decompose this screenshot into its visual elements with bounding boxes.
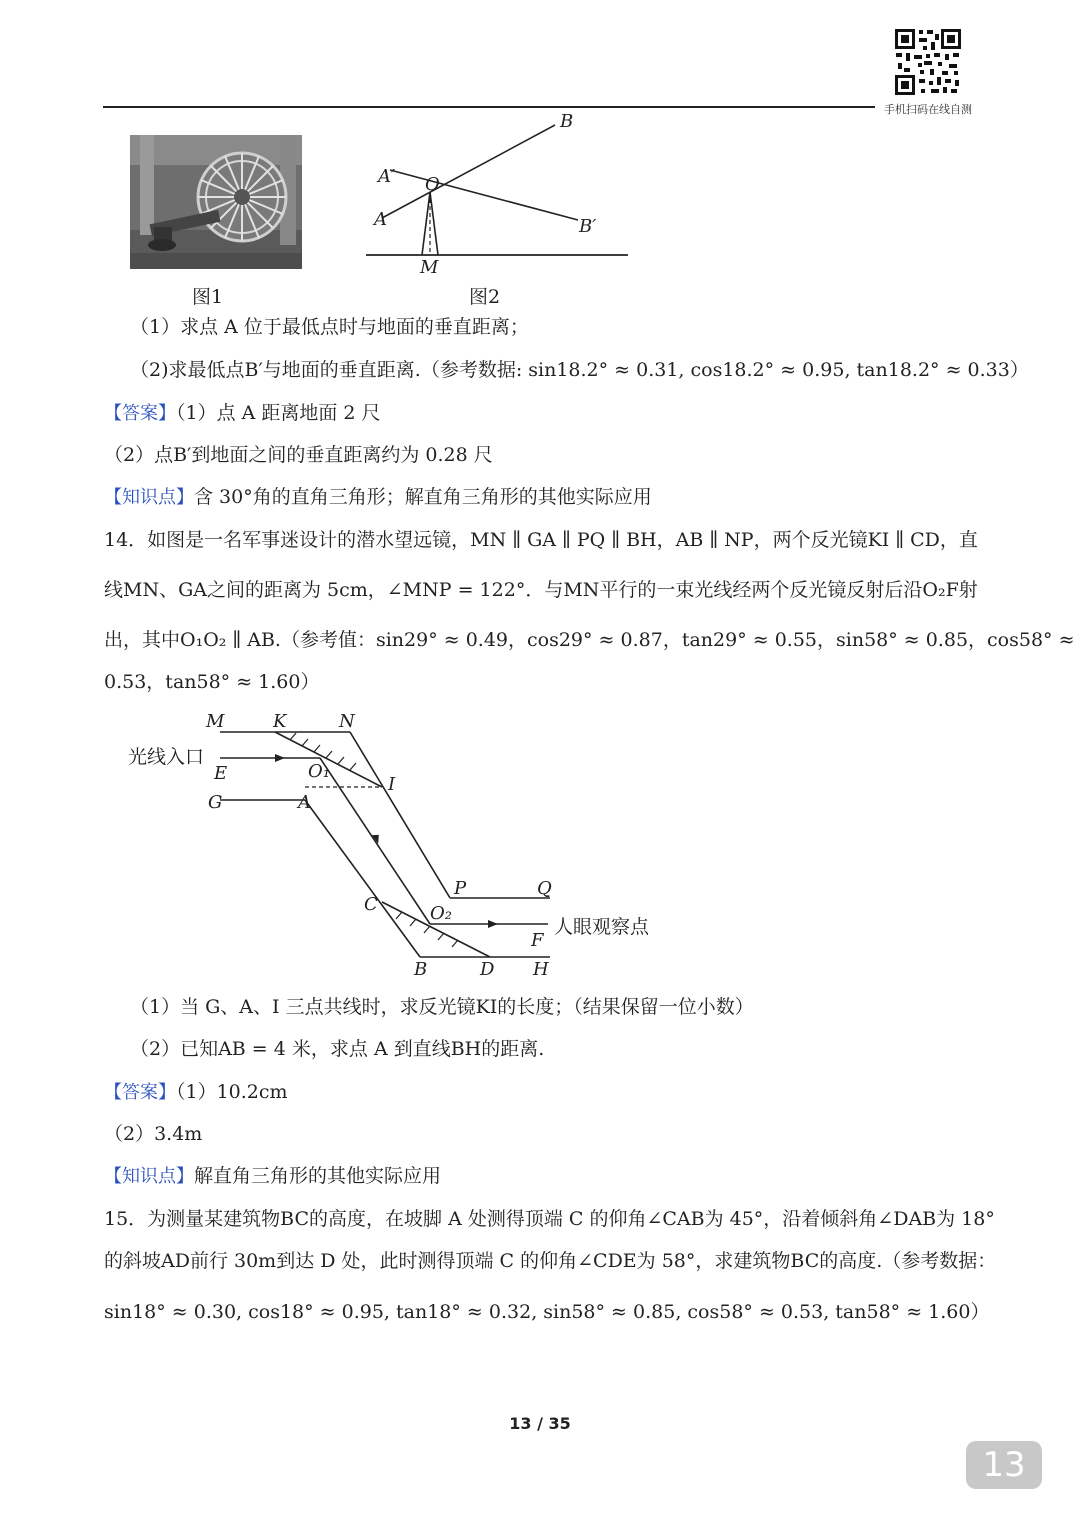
label-E: E: [214, 763, 228, 784]
label-A-prime: A′: [378, 166, 396, 187]
q14-line2: 线MN、GA之间的距离为 5cm，∠MNP = 122°．与MN平行的一束光线经两个反光镜反射后沿O₂F射: [104, 579, 978, 601]
q13-part2: （2)求最低点B′与地面的垂直距离.（参考数据: sin18.2° ≈ 0.31, cos18.2° ≈ 0.95, tan18.2° ≈ 0.33）: [130, 359, 1029, 381]
figure-2-caption: 图2: [469, 286, 501, 308]
periscope-diagram: [120, 705, 680, 985]
q13-part1: （1）求点 A 位于最低点时与地面的垂直距离；: [130, 316, 529, 338]
figure-1-caption: 图1: [192, 286, 224, 308]
q14-line1: 14．如图是一名军事迷设计的潜水望远镜，MN ∥ GA ∥ PQ ∥ BH，AB ∥ NP，两个反光镜KI ∥ CD，直: [104, 529, 978, 551]
q13-answer2: （2）点B′到地面之间的垂直距离约为 0.28 尺: [104, 444, 493, 466]
answer-tag: 【答案】: [104, 1082, 176, 1103]
label-A: A: [298, 792, 311, 813]
q14-answer1: （1）10.2cm: [176, 1081, 288, 1103]
label-A: A: [374, 209, 387, 230]
q15-line2: 的斜坡AD前行 30m到达 D 处，此时测得顶端 C 的仰角∠CDE为 58°，求建筑物BC的高度.（参考数据：: [104, 1250, 997, 1272]
figure-2-diagram: [360, 110, 640, 280]
label-G: G: [208, 792, 223, 813]
label-D: D: [480, 959, 495, 980]
label-Q: Q: [537, 878, 552, 899]
label-K: K: [273, 711, 287, 732]
page-badge[interactable]: 13: [966, 1441, 1042, 1489]
label-B: B: [560, 111, 574, 132]
label-M: M: [420, 257, 439, 278]
q14-part2: （2）已知AB = 4 米，求点 A 到直线BH的距离.: [130, 1038, 545, 1060]
support-right: [430, 192, 438, 255]
q14-part1: （1）当 G、A、I 三点共线时，求反光镜KI的长度；（结果保留一位小数）: [130, 996, 754, 1018]
q13-knowledge: 含 30°角的直角三角形；解直角三角形的其他实际应用: [194, 486, 652, 508]
line-A'B': [390, 170, 578, 220]
q14-knowledge-row: [104, 1167, 441, 1186]
q13-knowledge-row: [104, 488, 652, 507]
label-light-entry: 光线入口: [128, 746, 205, 768]
label-F: F: [531, 930, 544, 951]
knowledge-tag: 【知识点】: [104, 487, 194, 508]
label-M: M: [206, 711, 225, 732]
q14-answer-row: [104, 1083, 288, 1102]
qr-label: 手机扫码在线自测: [884, 103, 972, 116]
label-O1: O₁: [308, 761, 330, 782]
q15-line1: 15．为测量某建筑物BC的高度，在坡脚 A 处测得顶端 C 的仰角∠CAB为 45°，沿着倾斜角∠DAB为 18°: [104, 1208, 995, 1230]
label-B-prime: B′: [579, 216, 597, 237]
q13-answer-row: [104, 404, 381, 423]
label-B: B: [414, 959, 428, 980]
header-divider: [103, 106, 875, 108]
q14-knowledge: 解直角三角形的其他实际应用: [194, 1165, 442, 1187]
label-C: C: [364, 894, 378, 915]
label-N: N: [339, 711, 355, 732]
q14-line4: 0.53，tan58° ≈ 1.60）: [104, 671, 320, 693]
knowledge-tag: 【知识点】: [104, 1166, 194, 1187]
page-indicator: 13 / 35: [509, 1414, 571, 1433]
line-AB: [382, 125, 555, 218]
label-O: O: [425, 174, 440, 195]
q15-line3: sin18° ≈ 0.30, cos18° ≈ 0.95, tan18° ≈ 0.32, sin58° ≈ 0.85, cos58° ≈ 0.53, tan58° ≈ 1.60）: [104, 1301, 990, 1323]
answer-tag: 【答案】: [104, 403, 176, 424]
q14-answer2: （2）3.4m: [104, 1123, 203, 1145]
water-wheel-photo: [130, 135, 302, 269]
label-O2: O₂: [430, 903, 452, 924]
label-eye-point: 人眼观察点: [554, 916, 650, 938]
label-P: P: [454, 878, 467, 899]
support-left: [422, 192, 430, 255]
q14-line3: 出，其中O₁O₂ ∥ AB.（参考值：sin29° ≈ 0.49，cos29° ≈ 0.87，tan29° ≈ 0.55，sin58° ≈ 0.85，cos58° ≈: [104, 629, 1075, 651]
qr-code-icon[interactable]: [893, 27, 963, 97]
label-H: H: [533, 959, 549, 980]
q13-answer1: （1）点 A 距离地面 2 尺: [176, 402, 381, 424]
label-I: I: [388, 774, 396, 795]
